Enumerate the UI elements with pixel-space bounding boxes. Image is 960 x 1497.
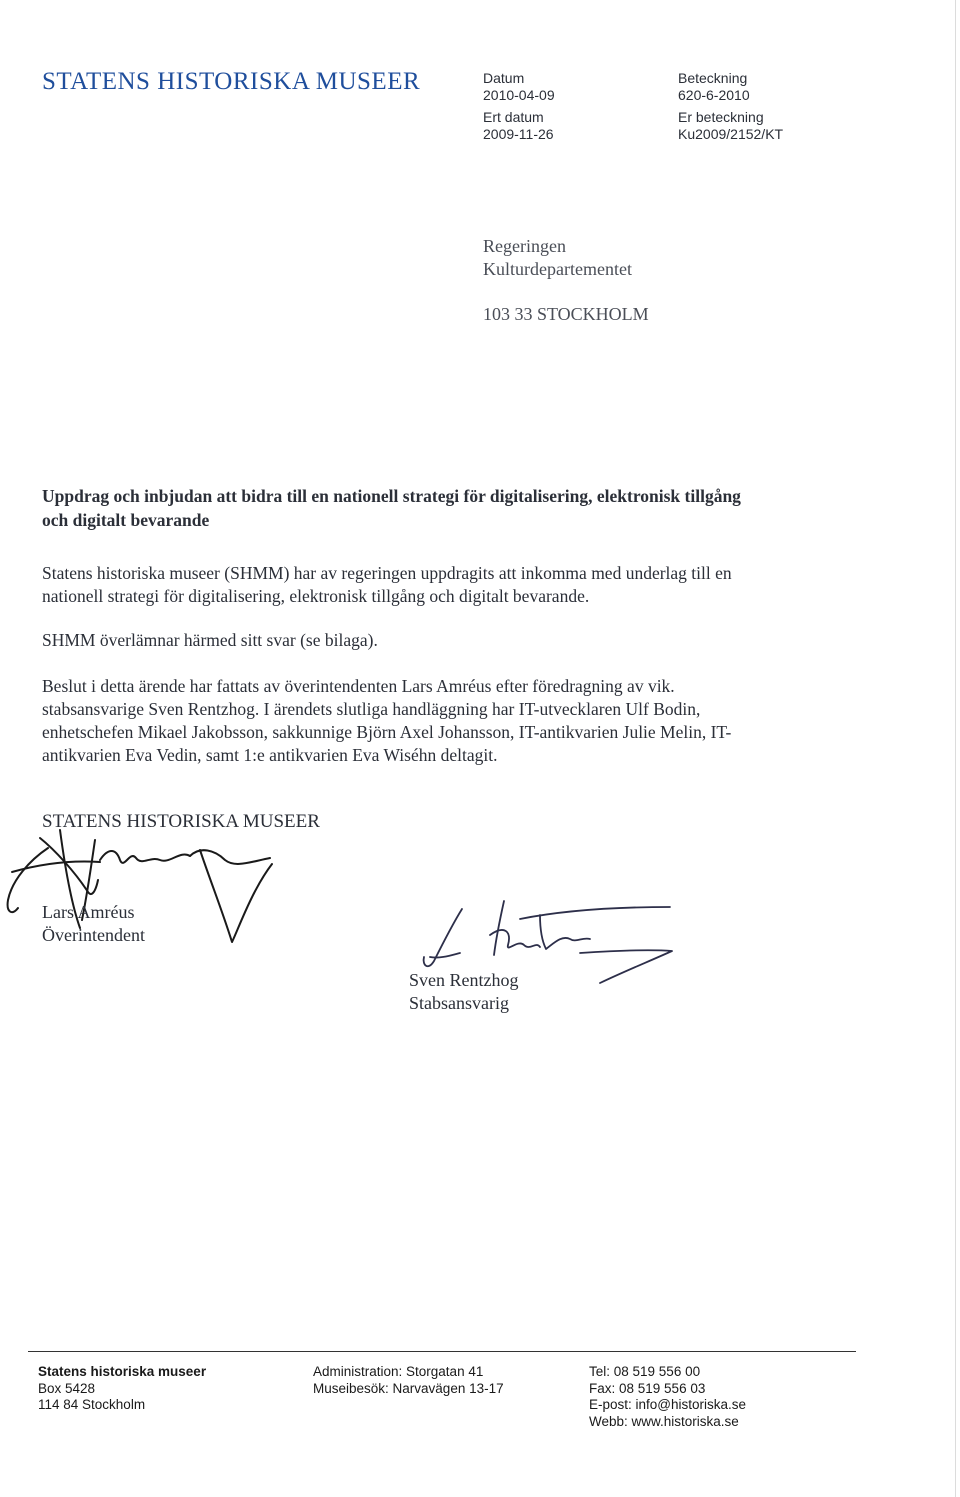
letterhead-org-name: STATENS HISTORISKA MUSEER	[42, 68, 421, 95]
recipient-line-1: Regeringen	[483, 236, 566, 256]
paragraph-1	[42, 562, 832, 608]
er-beteckning-value: Ku2009/2152/KT	[678, 126, 784, 142]
recipient-city: 103 33 STOCKHOLM	[483, 304, 649, 324]
ert-datum-value: 2009-11-26	[483, 126, 554, 142]
footer-box: Box 5428	[38, 1380, 96, 1396]
datum-value: 2010-04-09	[483, 87, 555, 103]
paragraph-3-line-3: enhetschefen Mikael Jakobsson, sakkunnige Björn Axel Johansson, IT-antikvarien Julie Melin, IT-	[42, 722, 732, 742]
footer-column-address	[38, 1364, 206, 1414]
footer-fax: Fax: 08 519 556 03	[589, 1380, 706, 1396]
paragraph-2: SHMM överlämnar härmed sitt svar (se bilaga).	[42, 630, 378, 650]
subject-line-2: och digitalt bevarande	[42, 510, 210, 530]
footer-phone: Tel: 08 519 556 00	[589, 1364, 701, 1379]
subject-line-1: Uppdrag och inbjudan att bidra till en nationell strategi för digitalisering, elektronisk tillgång	[42, 486, 741, 506]
footer-column-visit	[313, 1364, 504, 1397]
signer-1-name: Lars Amréus	[42, 902, 135, 922]
ert-datum-label: Ert datum	[483, 109, 544, 125]
paragraph-1-line-1: Statens historiska museer (SHMM) har av regeringen uppdragits att inkomma med underlag till en	[42, 563, 732, 583]
footer-website: Webb: www.historiska.se	[589, 1413, 739, 1429]
beteckning-block	[678, 70, 750, 104]
footer-column-contact	[589, 1364, 746, 1430]
datum-label: Datum	[483, 70, 525, 86]
signer-2-title: Stabsansvarig	[409, 993, 509, 1013]
letter-subject	[42, 484, 852, 532]
er-beteckning-block	[678, 109, 783, 143]
paragraph-3	[42, 675, 842, 767]
footer-administration: Administration: Storgatan 41	[313, 1364, 484, 1379]
datum-block	[483, 70, 555, 104]
footer-email: E-post: info@historiska.se	[589, 1397, 747, 1412]
paragraph-3-line-4: antikvarien Eva Vedin, samt 1:e antikvarien Eva Wiséhn deltagit.	[42, 745, 498, 765]
paragraph-1-line-2: nationell strategi för digitalisering, elektronisk tillgång och digitalt bevarande.	[42, 586, 590, 606]
recipient-line-2: Kulturdepartementet	[483, 259, 632, 279]
footer-postal: 114 84 Stockholm	[38, 1397, 146, 1412]
signer-2-name: Sven Rentzhog	[409, 970, 519, 990]
er-beteckning-label: Er beteckning	[678, 109, 764, 125]
paragraph-3-line-1: Beslut i detta ärende har fattats av överintendenten Lars Amréus efter föredragning av vik.	[42, 676, 675, 696]
beteckning-value: 620-6-2010	[678, 87, 750, 103]
signature-org-name: STATENS HISTORISKA MUSEER	[42, 811, 320, 832]
footer-museum-visit: Museibesök: Narvavägen 13-17	[313, 1380, 504, 1396]
footer-divider	[28, 1351, 856, 1352]
beteckning-label: Beteckning	[678, 70, 748, 86]
footer-org-name: Statens historiska museer	[38, 1364, 207, 1379]
signer-1-title: Överintendent	[42, 925, 145, 945]
paragraph-3-line-2: stabsansvarige Sven Rentzhog. I ärendets slutliga handläggning har IT-utvecklaren Ulf Bodin,	[42, 699, 701, 719]
ert-datum-block	[483, 109, 554, 143]
scan-edge	[955, 0, 956, 1497]
